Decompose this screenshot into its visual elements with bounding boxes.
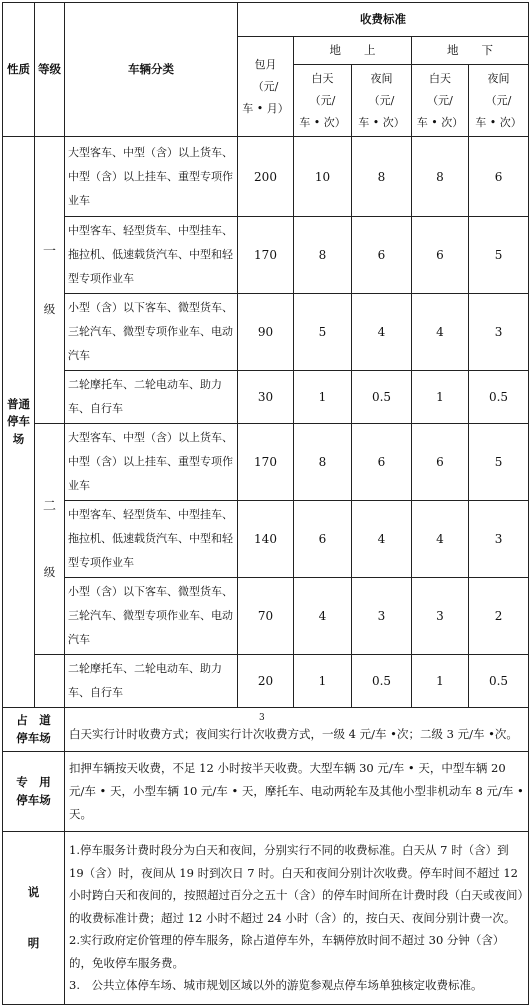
above-day-fee: 5 bbox=[294, 294, 352, 371]
monthly-fee: 170 bbox=[238, 424, 294, 501]
above-night-fee: 6 bbox=[352, 217, 412, 294]
table-row bbox=[3, 371, 529, 424]
vehicle-class-cell: 中型客车、轻型货车、中型挂车、拖拉机、低速载货汽车、中型和轻型专项作业车 bbox=[65, 501, 238, 578]
vehicle-class-cell: 小型（含）以下客车、微型货车、三轮汽车、微型专项作业车、电动汽车 bbox=[65, 578, 238, 655]
notes-label-char: 说 bbox=[27, 884, 40, 899]
monthly-fee: 30 bbox=[238, 371, 294, 424]
day-unit-2: 车 • 次） bbox=[416, 115, 464, 129]
header-above-ground: 地 上 bbox=[294, 37, 412, 65]
ordinary-label-line: 普通 bbox=[7, 397, 30, 412]
above-night-fee: 0.5 bbox=[352, 655, 412, 708]
table-row bbox=[3, 217, 529, 294]
header-below-ground: 地 下 bbox=[412, 37, 529, 65]
monthly-unit-1: （元/ bbox=[252, 79, 279, 93]
below-night-fee: 6 bbox=[469, 137, 529, 217]
below-night-fee: 2 bbox=[469, 578, 529, 655]
note-item: 2.实行政府定价管理的停车服务，除占道停车外，车辆停放时间不超过 30 分钟（含）的，免收停车服务费。 bbox=[69, 933, 505, 970]
grade-one-char: 一 bbox=[42, 243, 56, 259]
header-monthly bbox=[238, 37, 294, 137]
grade-two-char: 二 bbox=[42, 498, 56, 514]
grade-two-empty-cell bbox=[35, 655, 65, 708]
grade-one-char: 级 bbox=[43, 302, 56, 317]
header-fee-standard: 收费标准 bbox=[238, 3, 529, 37]
above-night-fee: 4 bbox=[352, 501, 412, 578]
day-unit-2: 车 • 次） bbox=[299, 115, 346, 129]
above-day-fee: 1 bbox=[294, 655, 352, 708]
below-night-fee: 5 bbox=[469, 424, 529, 501]
notes-row bbox=[3, 832, 529, 1005]
night-label: 夜间 bbox=[487, 71, 510, 85]
special-label-line: 专 用 bbox=[16, 775, 51, 790]
monthly-fee: 140 bbox=[238, 501, 294, 578]
vehicle-class-cell: 中型客车、轻型货车、中型挂车、拖拉机、低速载货汽车、中型和轻型专项作业车 bbox=[65, 217, 238, 294]
road-parking-label bbox=[3, 708, 65, 752]
notes-label bbox=[3, 832, 65, 1005]
table-row bbox=[3, 424, 529, 501]
monthly-fee: 200 bbox=[238, 137, 294, 217]
below-day-fee: 6 bbox=[412, 217, 469, 294]
day-unit-1: （元/ bbox=[427, 93, 453, 107]
ordinary-label-line: 场 bbox=[12, 431, 25, 446]
above-day-fee: 8 bbox=[294, 424, 352, 501]
vehicle-class-cell: 小型（含）以下客车、微型货车、三轮汽车、微型专项作业车、电动汽车 bbox=[65, 294, 238, 371]
below-night-fee: 3 bbox=[469, 501, 529, 578]
monthly-fee: 170 bbox=[238, 217, 294, 294]
vehicle-class-cell: 大型客车、中型（含）以上货车、中型（含）以上挂车、重型专项作业车 bbox=[65, 137, 238, 217]
road-label-line: 占 道 bbox=[16, 713, 51, 728]
note-item: 3. 公共立体停车场、城市规划区域以外的游览参观点停车场单独核定收费标准。 bbox=[69, 978, 483, 993]
ordinary-parking-label bbox=[3, 137, 35, 708]
vehicle-class-cell: 二轮摩托车、二轮电动车、助力车、自行车 bbox=[65, 655, 238, 708]
header-below-day bbox=[412, 65, 469, 137]
above-day-fee: 8 bbox=[294, 217, 352, 294]
fee-table-sheet bbox=[2, 2, 528, 993]
night-unit-1: （元/ bbox=[485, 93, 512, 107]
above-day-fee: 6 bbox=[294, 501, 352, 578]
above-night-fee: 6 bbox=[352, 424, 412, 501]
above-night-fee: 3 bbox=[352, 578, 412, 655]
header-below-night bbox=[469, 65, 529, 137]
table-row bbox=[3, 501, 529, 578]
header-above-day bbox=[294, 65, 352, 137]
above-day-fee: 1 bbox=[294, 371, 352, 424]
special-label-line: 停车场 bbox=[16, 792, 51, 807]
below-day-fee: 8 bbox=[412, 137, 469, 217]
above-night-fee: 8 bbox=[352, 137, 412, 217]
road-label-line: 停车场 bbox=[16, 730, 51, 745]
above-day-fee: 4 bbox=[294, 578, 352, 655]
below-day-fee: 3 bbox=[412, 578, 469, 655]
road-parking-row bbox=[3, 708, 529, 752]
table-row bbox=[3, 294, 529, 371]
monthly-unit-2: 车 • 月） bbox=[242, 101, 289, 115]
header-grade: 等级 bbox=[35, 3, 65, 137]
page-number: 3 bbox=[259, 713, 265, 723]
table-row bbox=[3, 578, 529, 655]
monthly-fee: 20 bbox=[238, 655, 294, 708]
notes-label-char: 明 bbox=[27, 936, 40, 950]
monthly-fee: 90 bbox=[238, 294, 294, 371]
night-unit-2: 车 • 次） bbox=[475, 115, 522, 129]
special-parking-row bbox=[3, 752, 529, 832]
below-night-fee: 3 bbox=[469, 294, 529, 371]
day-label: 白天 bbox=[311, 71, 334, 85]
header-above-night bbox=[352, 65, 412, 137]
table-row bbox=[3, 137, 529, 217]
below-day-fee: 4 bbox=[412, 294, 469, 371]
header-vehicle-class: 车辆分类 bbox=[65, 3, 238, 137]
below-night-fee: 0.5 bbox=[469, 371, 529, 424]
road-parking-text bbox=[65, 708, 529, 752]
night-unit-2: 车 • 次） bbox=[358, 115, 405, 129]
grade-two-char: 级 bbox=[43, 565, 56, 580]
monthly-label: 包月 bbox=[254, 57, 277, 71]
header-nature: 性质 bbox=[3, 3, 35, 137]
above-night-fee: 0.5 bbox=[352, 371, 412, 424]
special-parking-text: 扣押车辆按天收费，不足 12 小时按半天收费。大型车辆 30 元/车 • 天，中型车辆 20 元/车 • 天，小型车辆 10 元/车 • 天，摩托车、电动两轮车及其他小型非机动车 8 元/车 • 天。 bbox=[65, 752, 529, 832]
special-parking-label bbox=[3, 752, 65, 832]
day-unit-1: （元/ bbox=[309, 93, 336, 107]
parking-fee-table bbox=[2, 2, 529, 1005]
ordinary-label-line: 停车 bbox=[7, 414, 30, 429]
note-item: 1.停车服务计费时段分为白天和夜间，分别实行不同的收费标准。白天从 7 时（含）到 19（含）时，夜间从 19 时到次日 7 时。白天和夜间分别计次收费。停车时间不超过 12 小时跨白天和夜间的，按照超过百分之五十（含）的停车时间所在计费时段（白天或夜间）的收费标准计费；超过 12 小时不超过 24 小时（含）的，按白天、夜间分别计费一次。 bbox=[69, 843, 524, 925]
above-night-fee: 4 bbox=[352, 294, 412, 371]
table-row bbox=[3, 655, 529, 708]
night-label: 夜间 bbox=[370, 71, 393, 85]
below-night-fee: 5 bbox=[469, 217, 529, 294]
day-label: 白天 bbox=[429, 71, 451, 85]
monthly-fee: 70 bbox=[238, 578, 294, 655]
below-day-fee: 1 bbox=[412, 371, 469, 424]
notes-text bbox=[65, 832, 529, 1005]
vehicle-class-cell: 大型客车、中型（含）以上货车、中型（含）以上挂车、重型专项作业车 bbox=[65, 424, 238, 501]
below-night-fee: 0.5 bbox=[469, 655, 529, 708]
below-day-fee: 1 bbox=[412, 655, 469, 708]
vehicle-class-cell: 二轮摩托车、二轮电动车、助力车、自行车 bbox=[65, 371, 238, 424]
below-day-fee: 4 bbox=[412, 501, 469, 578]
night-unit-1: （元/ bbox=[368, 93, 395, 107]
grade-one-label bbox=[35, 137, 65, 424]
grade-two-label bbox=[35, 424, 65, 655]
above-day-fee: 10 bbox=[294, 137, 352, 217]
road-parking-rule: 白天实行计时收费方式；夜间实行计次收费方式，一级 4 元/车 •次；二级 3 元/车 •次。 bbox=[69, 727, 518, 741]
below-day-fee: 6 bbox=[412, 424, 469, 501]
